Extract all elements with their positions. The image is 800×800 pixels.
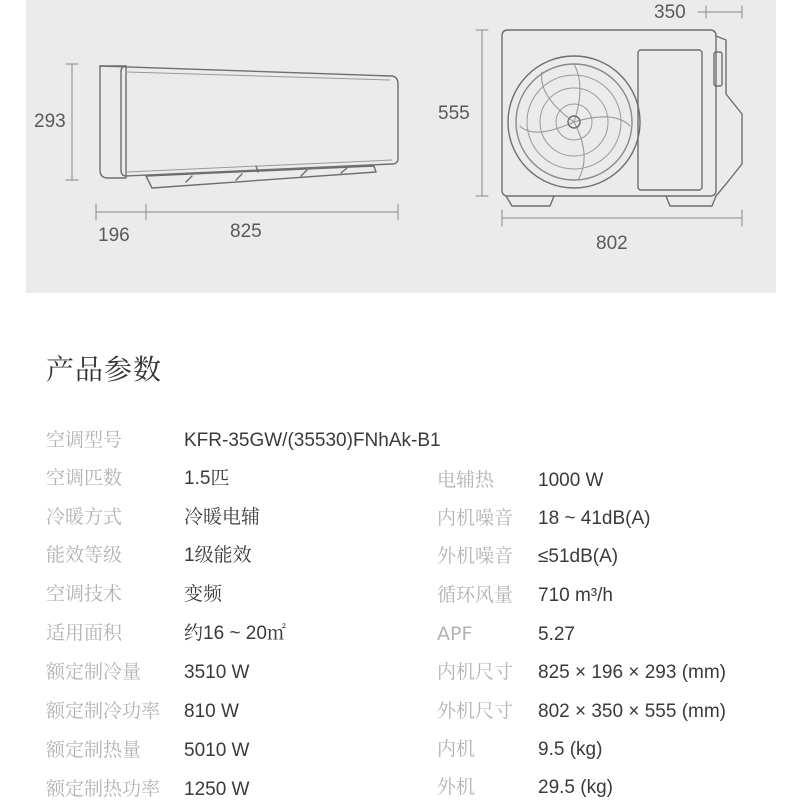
spec-label: 电辅热	[437, 469, 495, 491]
indoor-depth-label: 196	[98, 225, 130, 246]
spec-label: 内机	[437, 738, 476, 760]
spec-value: 18 ~ 41dB(A)	[538, 508, 651, 529]
indoor-unit-drawing	[100, 66, 398, 188]
spec-value: 9.5 (kg)	[538, 739, 603, 760]
spec-value: 1250 W	[184, 779, 250, 800]
spec-label: 适用面积	[46, 622, 123, 644]
outdoor-width-label: 802	[596, 233, 628, 254]
spec-label: 内机尺寸	[437, 661, 514, 683]
spec-label: 额定制冷功率	[46, 700, 161, 722]
spec-value: 710 m³/h	[538, 585, 613, 606]
spec-label: 额定制冷量	[46, 661, 142, 683]
spec-label: APF	[437, 623, 473, 645]
spec-label: 循环风量	[437, 584, 514, 606]
indoor-width-label: 825	[230, 221, 262, 242]
spec-label: 额定制热功率	[46, 778, 161, 800]
spec-value: 810 W	[184, 701, 239, 722]
spec-label: 空调技术	[46, 583, 123, 605]
spec-label: 外机尺寸	[437, 700, 514, 722]
spec-label: 空调匹数	[46, 467, 123, 489]
outdoor-height-label: 555	[438, 103, 470, 124]
spec-label: 额定制热量	[46, 739, 142, 761]
spec-value: 1000 W	[538, 470, 604, 491]
indoor-dimension-lines	[66, 64, 398, 220]
spec-value: 5.27	[538, 624, 575, 645]
spec-label: 内机噪音	[437, 507, 514, 529]
spec-value: ≤51dB(A)	[538, 546, 619, 567]
spec-label: 能效等级	[46, 544, 123, 566]
dimension-diagram	[26, 0, 776, 293]
spec-value: 约16 ~ 20㎡	[184, 623, 286, 644]
spec-value: 变频	[184, 584, 223, 605]
spec-value: KFR-35GW/(35530)FNhAk-B1	[184, 430, 441, 451]
spec-value: 3510 W	[184, 662, 250, 683]
spec-value: 29.5 (kg)	[538, 777, 613, 798]
spec-value: 825 × 196 × 293 (mm)	[538, 662, 726, 683]
spec-value: 1.5匹	[184, 468, 230, 489]
section-title: 产品参数	[46, 353, 163, 386]
spec-label: 冷暖方式	[46, 506, 123, 528]
indoor-height-label: 293	[34, 111, 66, 132]
spec-value: 冷暖电辅	[184, 507, 261, 528]
spec-label: 外机	[437, 776, 476, 798]
spec-label: 外机噪音	[437, 545, 514, 567]
spec-label: 空调型号	[46, 429, 123, 451]
spec-value: 1级能效	[184, 545, 252, 566]
unit-drawings	[26, 0, 776, 293]
spec-value: 802 × 350 × 555 (mm)	[538, 701, 726, 722]
spec-value: 5010 W	[184, 740, 250, 761]
outdoor-unit-drawing	[502, 30, 742, 206]
outdoor-depth-label: 350	[654, 2, 686, 23]
